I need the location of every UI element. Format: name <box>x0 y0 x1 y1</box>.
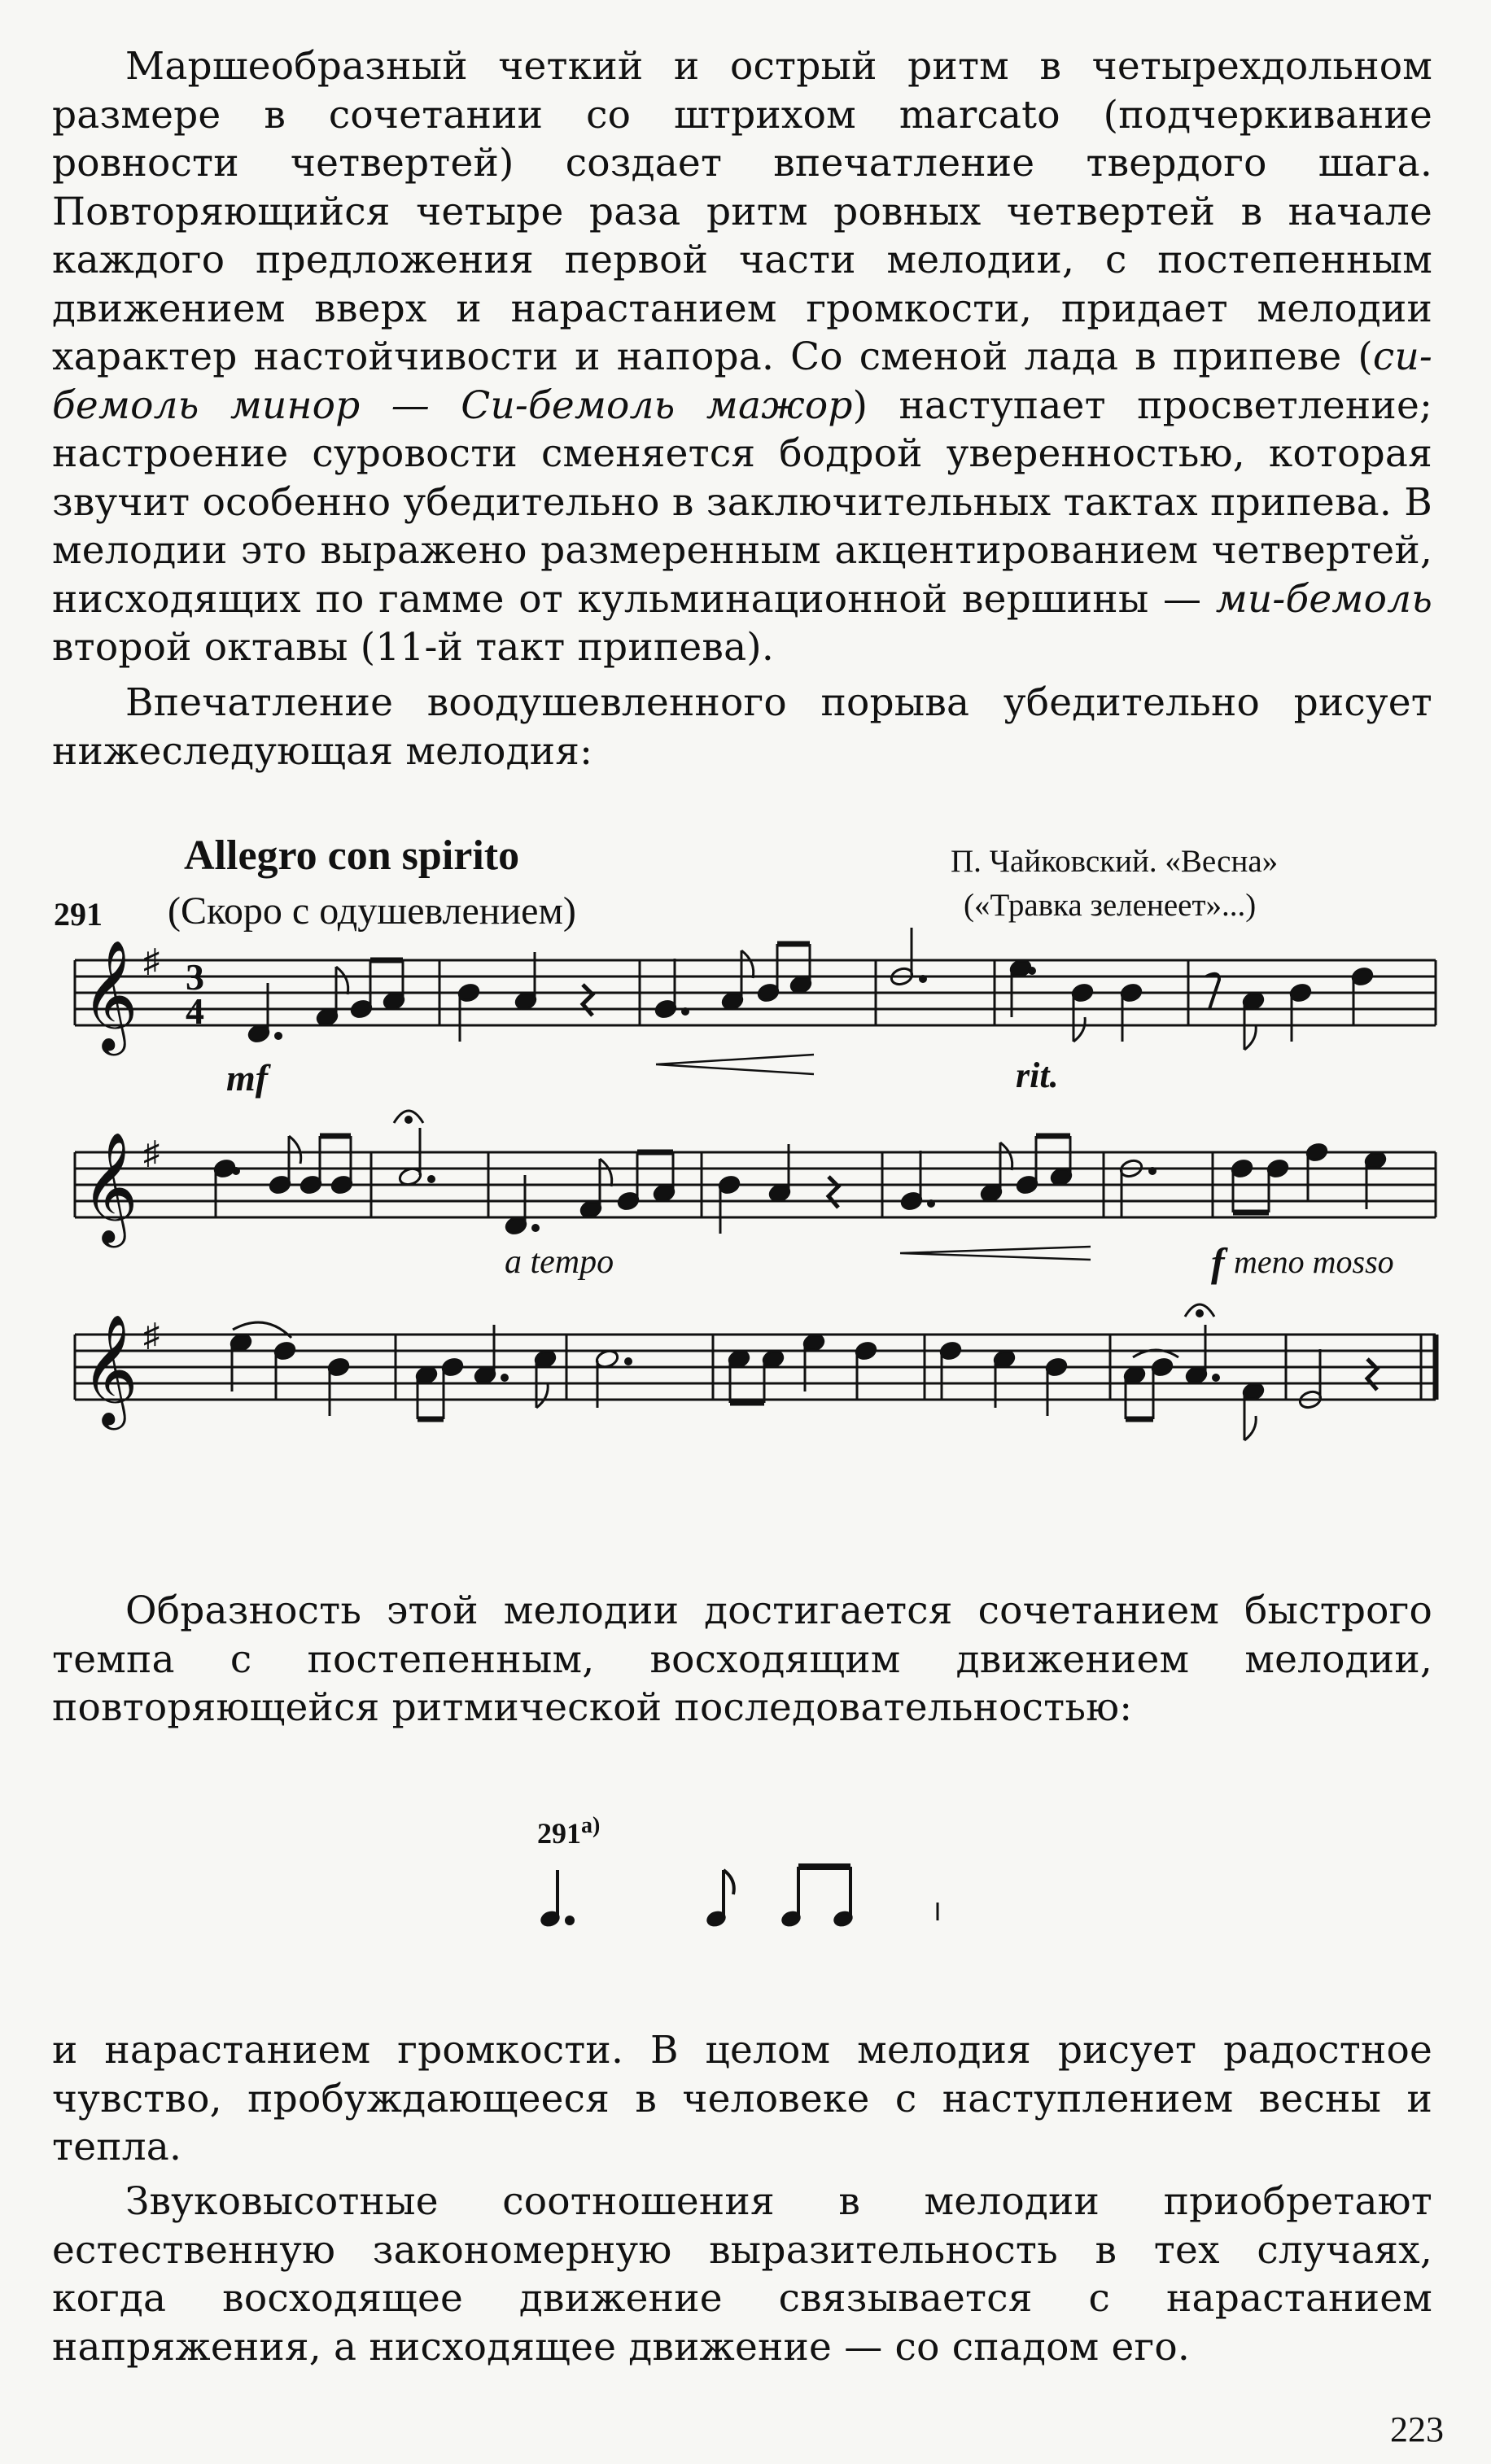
example-tempo-translation-text: (Скоро с одушевлением) <box>168 889 576 933</box>
example-291a-number-text: 291 <box>537 1817 581 1850</box>
paragraph-5-text: Звуковысотные соотношения в мелодии приобретают естественную закономерную выразительность в тех случаях, когда восходящее движение связывается с нарастанием напряжения, а нисходящее движение — со спадом его. <box>52 2179 1432 2370</box>
treble-clef-icon: 𝄞 <box>81 942 138 1049</box>
paragraph-1-text: Маршеобразный четкий и острый ритм в четырехдольном размере в сочетании со штрихом marcato (подчеркивание ровности четвертей) создает впечатление твердого шага. Повторяющийся четыре раза ритм ровных четвертей в начале каждого предложения первой части мелодии, с постепенным движением вверх и нарастанием громкости, придает мелодии характер настойчивости и напора. Со сменой лада в припеве ( <box>52 44 1432 379</box>
time-signature-bottom: 4 <box>186 990 204 1032</box>
example-subtitle <box>964 887 1256 924</box>
paragraph-2 <box>52 679 1432 775</box>
example-tempo-translation <box>168 889 576 933</box>
paragraph-1-end: второй октавы (11-й такт припева). <box>52 625 774 670</box>
example-composer <box>951 843 1278 880</box>
page-number-text: 223 <box>1390 2409 1444 2449</box>
example-composer-text: П. Чайковский. «Весна» <box>951 844 1279 879</box>
example-number-text: 291 <box>54 896 103 933</box>
dynamic-f: f <box>1211 1239 1225 1285</box>
music-score <box>0 928 1491 1448</box>
example-tempo <box>184 832 519 880</box>
example-291a-suffix: a) <box>581 1813 601 1838</box>
paragraph-1-italic: си-бемоль минор — Си-бемоль мажор <box>52 334 1432 428</box>
paragraph-1-continuation: ) наступает просветление; настроение суровости сменяется бодрой уверенностью, которая звучит особенно убедительно в заключительных тактах припева. В мелодии это выражено размеренным акцентированием четвертей, нисходящих по гамме от кульминационной вершины — <box>52 382 1432 622</box>
paragraph-1 <box>52 42 1432 672</box>
paragraph-4-text: и нарастанием громкости. В целом мелодия рисует радостное чувство, пробуждающееся в человеке с наступлением весны и тепла. <box>52 2028 1432 2169</box>
paragraph-2-text: Впечатление воодушевленного порыва убедительно рисует нижеследующая мелодия: <box>52 680 1432 774</box>
treble-clef-icon: 𝄞 <box>81 1317 138 1423</box>
example-subtitle-text: («Травка зеленеет»...) <box>964 888 1257 923</box>
sharp-icon: ♯ <box>143 1134 160 1171</box>
paragraph-1-italic-2: ми-бемоль <box>1215 576 1432 622</box>
paragraph-3-text: Образность этой мелодии достигается сочетанием быстрого темпа с постепенным, восходящим движением мелодии, повторяющейся ритмической последовательностью: <box>52 1588 1432 1730</box>
paragraph-4 <box>52 2026 1432 2172</box>
system-3-notes <box>230 1304 1377 1440</box>
time-signature-top: 3 <box>186 956 204 998</box>
paragraph-3 <box>52 1587 1432 1732</box>
rhythm-figure <box>521 1846 1042 1959</box>
sharp-icon: ♯ <box>143 1317 160 1353</box>
sharp-icon: ♯ <box>143 942 160 979</box>
marking-a-tempo: a tempo <box>505 1243 614 1281</box>
marking-meno-mosso: meno mosso <box>1234 1243 1394 1280</box>
dynamic-mf: mf <box>226 1057 269 1099</box>
system-1-notes <box>247 928 1375 1074</box>
example-tempo-text: Allegro con spirito <box>184 832 520 879</box>
paragraph-5 <box>52 2178 1432 2371</box>
marking-rit: rit. <box>1016 1055 1059 1095</box>
page-number <box>1390 2409 1444 2450</box>
treble-clef-icon: 𝄞 <box>81 1134 138 1241</box>
